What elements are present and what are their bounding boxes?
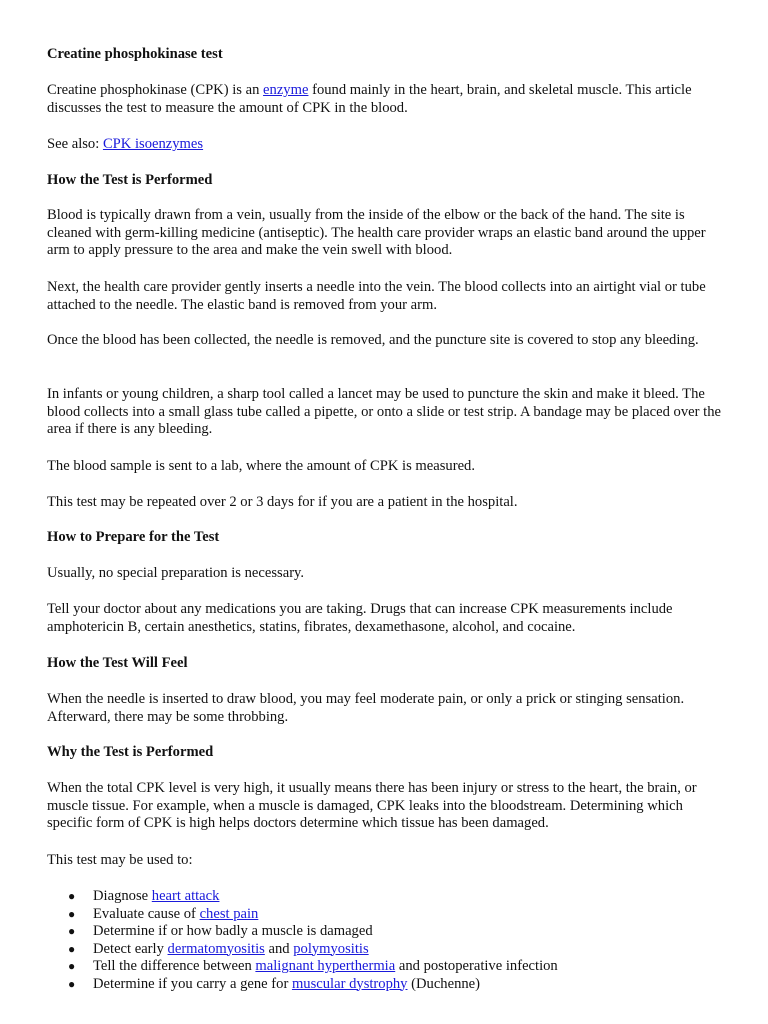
malignant-hyperthermia-link[interactable]: malignant hyperthermia [255,958,396,974]
why-paragraph-1: When the total CPK level is very high, it usually means there has been injury or stress to the heart, the brain, or muscle tissue. For example, when a muscle is damaged, CPK leaks into the bloodstream. Determining which specific form of CPK is high helps doctors determine which tissue has been damaged. [47,780,697,831]
cpk-isoenzymes-link[interactable]: CPK isoenzymes [102,136,204,152]
list-item-text: Diagnose [93,888,152,904]
see-also-paragraph [47,136,727,154]
prepare-paragraph-1: Usually, no special preparation is necessary. [47,565,305,581]
bullet-icon: ● [68,889,76,903]
heading-prepare: How to Prepare for the Test [47,529,220,545]
list-item-text: and [264,940,294,957]
heading-feel: How the Test Will Feel [47,655,188,671]
bullet-icon: ● [68,959,76,973]
chest-pain-link[interactable]: chest pain [199,905,259,922]
intro-paragraph [47,82,727,117]
heading-how-performed: How the Test is Performed [47,172,213,188]
list-item [47,976,727,994]
list-item-text: Determine if you carry a gene for [93,975,292,992]
list-item-text: Detect early [93,940,168,957]
list-item [47,958,727,976]
performed-paragraph-5: The blood sample is sent to a lab, where the amount of CPK is measured. [47,458,475,474]
prepare-paragraph-2: Tell your doctor about any medications you are taking. Drugs that can increase CPK measurements include amphotericin B, certain anesthetics, statins, fibrates, dexamethasone, alcohol, and cocaine. [47,601,673,635]
intro-text-pre: Creatine phosphokinase (CPK) is an [47,82,264,98]
list-item-text: and postoperative infection [395,958,558,974]
performed-paragraph-2: Next, the health care provider gently inserts a needle into the vein. The blood collects into an airtight vial or tube attached to the needle. The elastic band is removed from your arm. [47,279,706,313]
list-item-text: Determine if or how badly a muscle is damaged [93,923,373,939]
bullet-icon: ● [68,906,76,921]
heading-why: Why the Test is Performed [47,744,214,760]
bullet-icon: ● [68,941,76,956]
performed-paragraph-3: Once the blood has been collected, the needle is removed, and the puncture site is covered to stop any bleeding. [47,332,699,348]
page-title: Creatine phosphokinase test [47,46,223,62]
dermatomyositis-link[interactable]: dermatomyositis [167,940,265,957]
uses-list [47,888,727,993]
bullet-icon: ● [68,924,76,938]
list-item [47,941,727,959]
list-item-text: (Duchenne) [407,975,481,992]
list-item-text: Evaluate cause of [93,905,200,922]
intro-text-post: found mainly in the heart, brain, and skeletal muscle. This article discusses the test to measure the amount of CPK in the blood. [47,82,692,116]
bullet-icon: ● [68,976,76,991]
polymyositis-link[interactable]: polymyositis [293,940,369,957]
list-item-text: Tell the difference between [93,958,256,974]
list-item [47,888,727,906]
see-also-label: See also: [47,136,103,152]
feel-paragraph-1: When the needle is inserted to draw blood, you may feel moderate pain, or only a prick or stinging sensation. Afterward, there may be some throbbing. [47,691,685,725]
list-item [47,906,727,924]
performed-paragraph-6: This test may be repeated over 2 or 3 days for if you are a patient in the hospital. [47,494,518,510]
performed-paragraph-1: Blood is typically drawn from a vein, usually from the inside of the elbow or the back of the hand. The site is cleaned with germ-killing medicine (antiseptic). The health care provider wraps an elastic band around the upper arm to apply pressure to the area and make the vein swell with blood. [47,207,706,258]
heart-attack-link[interactable]: heart attack [151,888,220,904]
performed-paragraph-4: In infants or young children, a sharp tool called a lancet may be used to puncture the skin and make it bleed. The blood collects into a small glass tube called a pipette, or onto a slide or test strip. A bandage may be placed over the area if there is any bleeding. [47,386,721,437]
enzyme-link[interactable]: enzyme [263,82,309,98]
why-paragraph-2: This test may be used to: [47,852,193,868]
muscular-dystrophy-link[interactable]: muscular dystrophy [291,975,408,992]
list-item [47,923,727,941]
